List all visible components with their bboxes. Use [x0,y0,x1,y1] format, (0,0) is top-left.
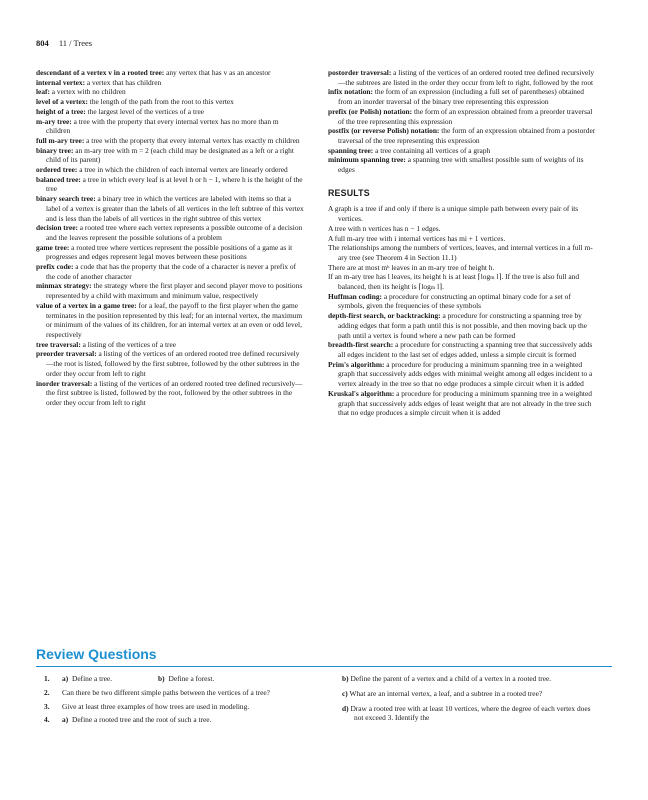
result-entry: breadth-first search: a procedure for constructing a spanning tree that successively adds all edges incident to the last set of edges added, unless a simple circuit is formed [328,340,593,359]
results-heading: RESULTS [328,187,370,198]
result-entry: A tree with n vertices has n − 1 edges. [328,223,441,233]
review-subquestion: b) Define the parent of a vertex and a child of a vertex in a rooted tree. [342,674,552,683]
result-entry: Prim's algorithm: a procedure for producing a minimum spanning tree in a weighted graph that successively adds edges with minimal weight among all edges incident to a vertex already in the tree so that no edge produces a simple circuit when it is added [328,359,593,389]
glossary-entry: inorder traversal: a listing of the vertices of an ordered rooted tree defined recursively—the first subtree is listed, followed by the root, followed by the other subtrees in the order they occur from left to right [36,378,303,407]
review-question: 1. a) Define a tree. b) Define a forest. [44,674,215,683]
glossary-entry: spanning tree: a tree containing all vertices of a graph [328,145,491,155]
glossary-entry: preorder traversal: a listing of the vertices of an ordered rooted tree defined recursively—the root is listed, followed by the first subtree, followed by the other subtrees in the order they occur from left to right [36,349,300,378]
glossary-left-column [36,68,304,408]
review-question: 3. Give at least three examples of how trees are used in modeling. [44,701,250,711]
page-header [36,38,92,48]
result-entry: depth-first search, or backtracking: a procedure for constructing a spanning tree by adding edges that form a path until this is not possible, and then moving back up the path until a vertex is found where a new path can be formed [328,311,587,340]
glossary-right-column [328,68,596,418]
review-question: 2. Can there be two different simple paths between the vertices of a tree? [44,687,270,697]
review-question: 4. a) Define a rooted tree and the root of such a tree. [44,715,212,725]
glossary-entry: internal vertex: a vertex that has children [36,77,162,87]
glossary-entry: balanced tree: a tree in which every leaf is at level h or h − 1, where h is the height of the tree [36,174,303,194]
glossary-entry: tree traversal: a listing of the vertices of a tree [36,339,177,349]
glossary-entry: binary search tree: a binary tree in which the vertices are labeled with items so that a label of a vertex is greater than the labels of all vertices in the left subtree of this vertex and is less than the labels of all vertices in the right subtree of this vertex [36,194,304,223]
glossary-entry: postorder traversal: a listing of the vertices of an ordered rooted tree defined recursively—the subtrees are listed in the order they occur from left to right, followed by the root [328,68,595,87]
glossary-entry: level of a vertex: the length of the path from the root to this vertex [36,97,234,107]
glossary-entry: leaf: a vertex with no children [36,87,126,97]
glossary-entry: height of a tree: the largest level of the vertices of a tree [36,106,205,116]
page-number: 804 [36,38,49,48]
glossary-entry: infix notation: the form of an expression (including a full set of parentheses) obtained from an inorder traversal of the binary tree representing this expression [328,87,584,107]
glossary-entry: postfix (or reverse Polish) notation: the form of an expression obtained from a postorder traversal of the tree representing this expression [328,126,596,145]
result-entry: A graph is a tree if and only if there is a unique simple path between every pair of its vertices. [328,204,579,224]
result-entry: Kruskal's algorithm: a procedure for producing a minimum spanning tree in a weighted graph that successively adds edges of least weight that are not already in the tree such that no edge produces a simple circuit when it is added [328,388,592,418]
result-entry: Huffman coding: a procedure for constructing an optimal binary code for a set of symbols, given the frequencies of these symbols [328,291,571,311]
glossary-entry: full m-ary tree: a tree with the property that every internal vertex has exactly m children [36,135,300,145]
glossary-entry: decision tree: a rooted tree where each vertex represents a possible outcome of a decision and the leaves represent the possible solutions of a problem [36,223,303,242]
result-entry: There are at most mʰ leaves in an m-ary tree of height h. [328,262,495,272]
glossary-entry: prefix code: a code that has the property that the code of a character is never a prefix of the code of another character [36,262,297,281]
glossary-entry: prefix (or Polish) notation: the form of an expression obtained from a preorder traversal of the tree representing this expression [328,106,593,126]
result-entry: If an m-ary tree has l leaves, its height h is at least ⌈logₘ l⌉. If the tree is also full and balanced, then its height is ⌈logₘ l⌉. [328,272,580,292]
glossary-entry: ordered tree: a tree in which the children of each internal vertex are linearly ordered [36,165,288,175]
glossary-entry: m-ary tree: a tree with the property that every internal vertex has no more than m children [36,116,279,136]
section-title: 11 / Trees [58,38,93,48]
review-subquestion: d) Draw a rooted tree with at least 10 vertices, where the degree of each vertex does not exceed 3. Identify the [342,703,591,723]
review-subquestion: c) What are an internal vertex, a leaf, and a subtree in a rooted tree? [342,688,543,698]
glossary-entry: game tree: a rooted tree where vertices represent the possible positions of a game as it progresses and edges represent legal moves between these positions [36,242,293,262]
glossary-entry: binary tree: an m-ary tree with m = 2 (each child may be designated as a left or a right child of its parent) [36,145,294,165]
glossary-entry: minmax strategy: the strategy where the first player and second player move to positions represented by a child with maximum and minimum value, respectively [36,281,303,301]
review-right-column [336,674,598,728]
glossary-entry: minimum spanning tree: a spanning tree with smallest possible sum of weights of its edges [328,155,584,175]
review-questions-heading: Review Questions [36,646,157,662]
result-entry: A full m-ary tree with i internal vertices has mi + 1 vertices. [328,233,506,243]
section-divider [36,666,612,667]
result-entry: The relationships among the numbers of vertices, leaves, and internal vertices in a full m-ary tree (see Theorem 4 in Section 11.1) [328,243,593,262]
glossary-entry: value of a vertex in a game tree: for a leaf, the payoff to the first player when the game terminates in the position represented by this leaf; for an internal vertex, the maximum or minimum of the values of its children, for an internal vertex at an even or odd level, respectively [36,300,303,339]
review-left-column [44,674,306,729]
glossary-entry: descendant of a vertex v in a rooted tree: any vertex that has v as an ancestor [36,68,271,77]
